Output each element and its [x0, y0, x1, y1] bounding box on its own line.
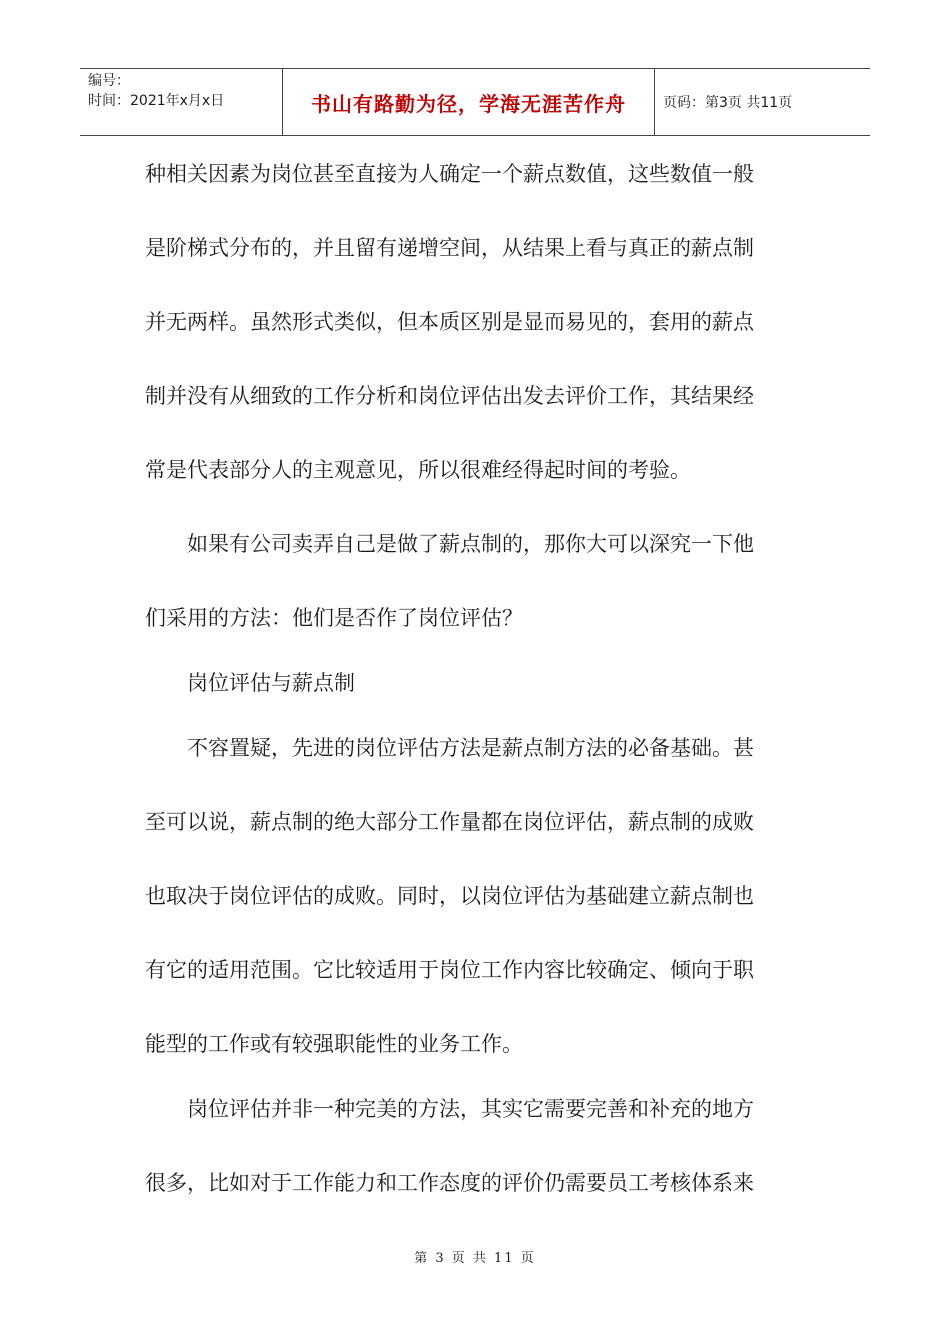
body-line: 种相关因素为岗位甚至直接为人确定一个薪点数值，这些数值一般 — [145, 162, 754, 186]
body-line: 也取决于岗位评估的成败。同时，以岗位评估为基础建立薪点制也 — [145, 884, 754, 908]
body-line: 有它的适用范围。它比较适用于岗位工作内容比较确定、倾向于职 — [145, 958, 754, 982]
section-heading: 岗位评估与薪点制 — [187, 671, 355, 695]
body-line: 能型的工作或有较强职能性的业务工作。 — [145, 1032, 523, 1056]
header-meta — [80, 69, 283, 135]
body-line: 如果有公司卖弄自己是做了薪点制的，那你大可以深究一下他 — [187, 532, 754, 556]
body-line: 并无两样。虽然形式类似，但本质区别是显而易见的，套用的薪点 — [145, 310, 754, 334]
body-line: 很多，比如对于工作能力和工作态度的评价仍需要员工考核体系来 — [145, 1171, 754, 1195]
body-line: 是阶梯式分布的，并且留有递增空间，从结果上看与真正的薪点制 — [145, 236, 754, 260]
header-motto: 书山有路勤为径，学海无涯苦作舟 — [283, 69, 655, 135]
body-line: 制并没有从细致的工作分析和岗位评估出发去评价工作，其结果经 — [145, 384, 754, 408]
document-number-label: 编号： — [88, 73, 130, 89]
body-line: 们采用的方法：他们是否作了岗位评估？ — [145, 606, 523, 630]
body-line: 至可以说，薪点制的绝大部分工作量都在岗位评估，薪点制的成败 — [145, 810, 754, 834]
document-time-label: 时间：2021年x月x日 — [88, 93, 225, 109]
page-header — [80, 68, 870, 136]
header-page-info: 页码：第3页 共11页 — [663, 95, 793, 111]
body-line: 常是代表部分人的主观意见，所以很难经得起时间的考验。 — [145, 458, 691, 482]
body-line: 岗位评估并非一种完美的方法，其实它需要完善和补充的地方 — [187, 1097, 754, 1121]
page-footer: 第 3 页 共 11 页 — [414, 1251, 536, 1266]
body-line: 不容置疑，先进的岗位评估方法是薪点制方法的必备基础。甚 — [187, 736, 754, 760]
